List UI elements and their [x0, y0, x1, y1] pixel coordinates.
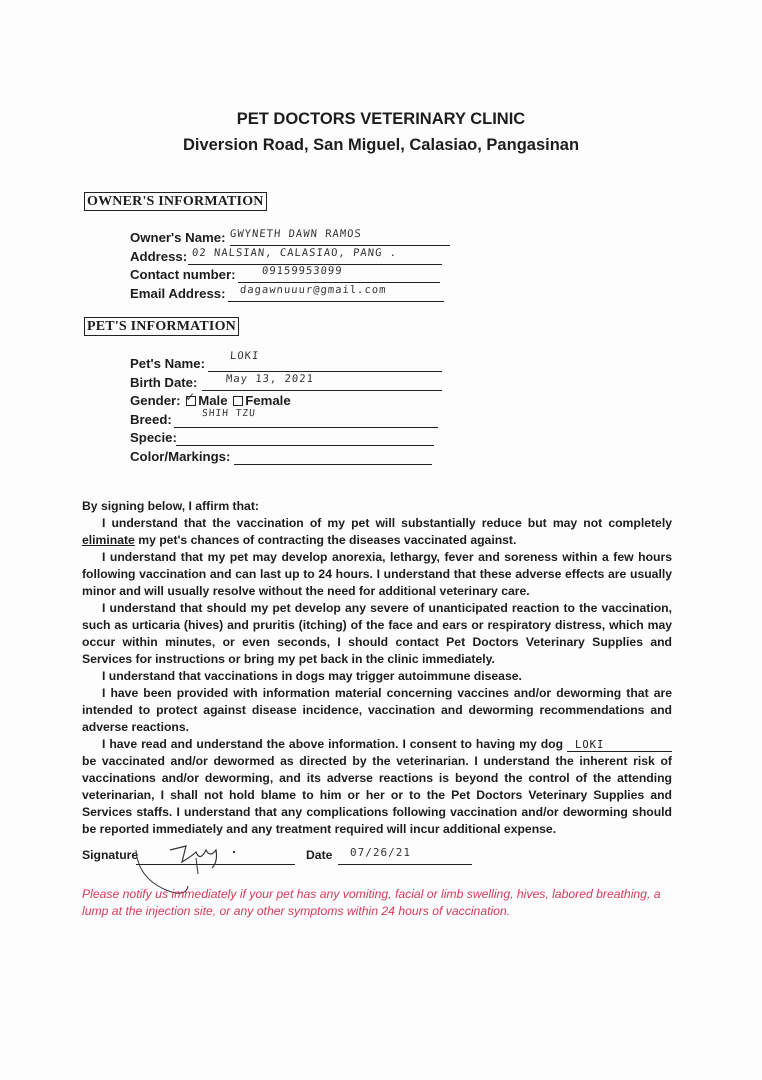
owner-email-line [228, 301, 444, 302]
owner-email-field[interactable] [130, 285, 444, 303]
date-value: 07/26/21 [350, 846, 411, 859]
consent-statement [82, 498, 672, 838]
birth-date-line [202, 390, 442, 391]
birth-date-label: Birth Date: [130, 375, 198, 390]
consent-p1-start: I understand that the vaccination of my pet will substantially reduce but may not completely [102, 516, 672, 530]
breed-field[interactable] [130, 408, 438, 429]
pet-section-heading: PET'S INFORMATION [84, 317, 239, 336]
owner-address-label: Address: [130, 249, 188, 264]
owner-name-label: Owner's Name: [130, 230, 226, 245]
birth-date-value: May 13, 2021 [225, 373, 315, 385]
owner-email-value: dagawnuuur@gmail.com [239, 284, 387, 296]
consent-paragraph: I have been provided with information material concerning vaccines and/or deworming that are intended to protect against disease incidence, vaccination and deworming recommendations and adverse reactions. [82, 686, 672, 734]
birth-date-field[interactable] [130, 374, 442, 392]
specie-label: Specie: [130, 430, 177, 445]
pet-name-value: LOKI [229, 350, 260, 362]
owner-contact-value: 09159953099 [261, 265, 343, 277]
post-vaccination-notice: Please notify us immediately if your pet has any vomiting, facial or limb swelling, hives, labored breathing, a lump at the injection site, or any other symptoms within 24 hours of vaccination. [82, 887, 661, 918]
owner-section-heading: OWNER'S INFORMATION [84, 192, 267, 211]
pet-name-label: Pet's Name: [130, 356, 205, 371]
owner-name-value: GWYNETH DAWN RAMOS [229, 228, 363, 240]
date-label: Date [306, 848, 333, 862]
gender-label: Gender: [130, 393, 181, 408]
consent-p6-start: I have read and understand the above information. I consent to having my dog [102, 737, 564, 751]
clinic-name: PET DOCTORS VETERINARY CLINIC [236, 110, 526, 128]
check-mark-icon: ✓ [185, 389, 196, 404]
color-markings-field[interactable] [130, 448, 432, 466]
male-checkbox[interactable] [185, 389, 196, 406]
specie-field[interactable] [130, 429, 434, 447]
signature-label: Signature [82, 848, 139, 862]
clinic-address: Diversion Road, San Miguel, Calasiao, Pangasinan [182, 136, 580, 154]
breed-value: SHIH TZU [201, 408, 257, 419]
owner-email-label: Email Address: [130, 286, 226, 301]
consent-p1-end: my pet's chances of contracting the diseases vaccinated against. [134, 533, 517, 547]
consent-paragraph: I understand that vaccinations in dogs may trigger autoimmune disease. [102, 669, 522, 683]
female-option-label: Female [245, 393, 291, 408]
consent-intro: By signing below, I affirm that: [82, 499, 259, 513]
consent-paragraph: I understand that my pet may develop anorexia, lethargy, fever and soreness within a few hours following vaccination and can last up to 24 hours. I understand that these adverse effects are usually minor and will usually resolve without the need for additional veterinary care. [82, 550, 672, 598]
color-markings-label: Color/Markings: [130, 449, 231, 464]
consent-p6-end: be vaccinated and/or dewormed as directed by the veterinarian. I understand the inherent risk of vaccinations and/or deworming, and its adverse reactions is beyond the control of the attending veterinarian, I shall not hold blame to him or her or to the Pet Doctors Veterinary Supplies and Services staffs. I understand that any complications following vaccination and/or deworming should be reported immediately and any treatment required will incur additional expense. [82, 754, 672, 836]
specie-line [176, 445, 434, 446]
consent-paragraph: I understand that should my pet develop any severe of unanticipated reaction to the vaccination, such as urticaria (hives) and pruritis (itching) of the face and ears or respiratory distress, which may occur within minutes, or even seconds, I should contact Pet Doctors Veterinary Supplies and Services for instructions or bring my pet back in the clinic immediately. [82, 601, 672, 666]
owner-contact-label: Contact number: [130, 267, 236, 282]
consent-paragraph [82, 515, 672, 549]
color-markings-line [234, 464, 432, 465]
consent-p1-underlined: eliminate [82, 533, 135, 547]
male-option-label: Male [198, 393, 228, 408]
breed-label: Breed: [130, 412, 172, 427]
dog-name-blank[interactable]: LOKI [567, 739, 672, 752]
date-line [338, 864, 472, 865]
consent-paragraph [82, 736, 672, 838]
breed-line [174, 427, 438, 428]
date-field[interactable] [306, 848, 332, 862]
owner-address-value: 02 NALSIAN, CALASIAO, PANG . [191, 247, 398, 259]
